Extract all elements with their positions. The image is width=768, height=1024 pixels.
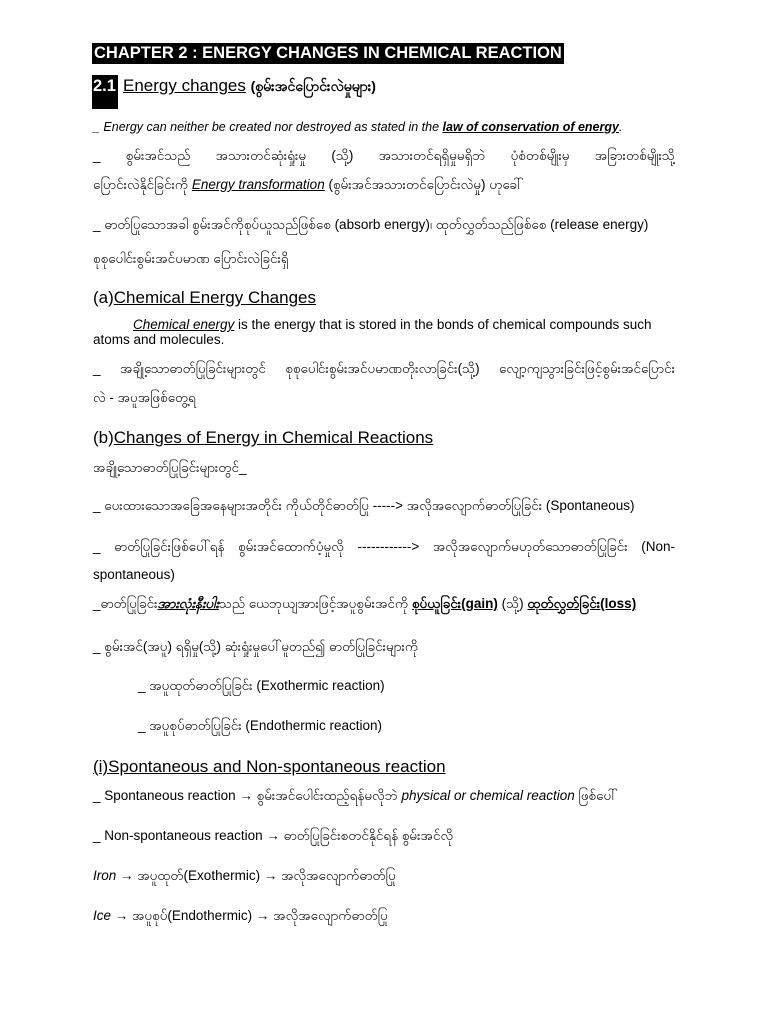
part-b-item-1: _ ပေးထားသောအခြေအနေများအတိုင်း ကိုယ်တိုင်ဓာတ်ပြု -----> အလိုအလျောက်ဓာတ်ပြုခြင်း (Spontaneous) [93,498,635,513]
intro-text: _ Energy can neither be created nor destroyed as stated in the [93,120,443,134]
part-a-definition-2: atoms and molecules. [93,332,225,347]
part-b-heading [93,427,433,449]
iron-term: Iron [93,868,117,883]
part-i-line-2: _ Non-spontaneous reaction → ဓာတ်ပြုခြင်းစတင်နိုင်ရန် စွမ်းအင်လို [93,828,454,843]
part-a-label: (a) [93,288,114,307]
part-b-lead: အချို့သောဓာတ်ပြုခြင်းများတွင်_ [93,460,247,475]
intro-line-3-b: (စွမ်းအင်အသားတင်ပြောင်းလဲမှု) ဟုခေါ် [324,177,523,192]
energy-transformation-term: Energy transformation [191,177,325,192]
part-i-line-1 [93,787,617,805]
item-3-b: သည် ယေဘုယျအားဖြင့်အပူစွမ်းအင်ကို [218,596,412,611]
part-i-line-4-rest: → အပူစုပ်(Endothermic) → အလိုအလျောက်ဓာတ်ပြု [111,908,388,923]
item-3-all: အားလုံးနီးပါး [157,596,219,611]
part-i-heading [93,756,446,778]
exothermic-item: _ အပူထုတ်ဓာတ်ပြုခြင်း (Exothermic reaction) [138,678,385,693]
part-i-line-3-rest: → အပူထုတ်(Exothermic) → အလိုအလျောက်ဓာတ်ပြု [116,868,396,883]
part-a-note-2: လဲ - အပူအဖြစ်တွေ့ရ [93,390,196,405]
part-b-title: Changes of Energy in Chemical Reactions [113,428,434,447]
endothermic-item: _ အပူစုပ်ဓာတ်ပြုခြင်း (Endothermic reaction) [138,718,382,733]
part-b-label: (b) [93,428,114,447]
intro-line-3-a: ပြောင်းလဲနိုင်ခြင်းကို [93,177,192,192]
item-3-a: _ဓာတ်ပြုခြင်း [93,596,158,611]
part-i-line-1-b: ဖြစ်ပေါ် [574,788,618,803]
item-3-gain: စုပ်ယူခြင်း(gain) [411,596,498,611]
chemical-energy-term: Chemical energy [133,317,235,332]
section-title-my: (စွမ်းအင်ပြောင်းလဲမှုများ) [250,78,376,94]
intro-period: . [618,120,623,134]
intro-line-1 [93,118,622,136]
part-b-item-4: _ စွမ်းအင်(အပူ) ရရှိမှု(သို့) ဆုံးရှုံးမှုပေါ်မူတည်၍ ဓာတ်ပြုခြင်းများကို [93,639,419,654]
part-a-heading [93,287,316,309]
part-i-line-4 [93,907,388,925]
intro-line-3 [93,176,523,194]
chapter-title: CHAPTER 2 : ENERGY CHANGES IN CHEMICAL REACTION [94,44,562,62]
part-a-note-1: _ အချို့သောဓာတ်ပြုခြင်းများတွင် စုစုပေါင်းစွမ်းအင်ပမာဏတိုးလာခြင်း(သို့) လျော့ကျသွားခြင်းဖြင့်စွမ်းအင်ပြောင်း [93,361,675,376]
intro-line-2: _ စွမ်းအင်သည် အသားတင်ဆုံးရှုံးမှု (သို့) အသားတင်ရရှိမှုမရှိဘဲ ပုံစံတစ်မျိုးမှ အခြားတစ်မျိုးသို့ [93,148,675,163]
law-of-conservation: law of conservation of energy [442,120,619,134]
section-title [123,75,376,97]
item-3-loss: ထုတ်လွှတ်ခြင်း(loss) [527,596,637,611]
part-i-title: Spontaneous and Non-spontaneous reaction [108,757,446,776]
section-number: 2.1 [92,75,118,109]
intro-line-4: _ ဓာတ်ပြုသောအခါ စွမ်းအင်ကိုစုပ်ယူသည်ဖြစ်စေ (absorb energy)၊ ထုတ်လွှတ်သည်ဖြစ်စေ (release energy) [93,217,649,232]
physical-chemical-term: physical or chemical reaction [401,788,575,803]
part-i-line-1-a: _ Spontaneous reaction → စွမ်းအင်ပေါင်းထည့်ရန်မလိုဘဲ [93,788,402,803]
item-3-c: (သို့) [497,596,528,611]
part-b-item-2b: spontaneous) [93,567,175,582]
ice-term: Ice [93,908,112,923]
part-a-def-rest: is the energy that is stored in the bonds of chemical compounds such [234,317,652,332]
intro-line-5: စုစုပေါင်းစွမ်းအင်ပမာဏ ပြောင်းလဲခြင်းရှိ [93,251,289,266]
part-i-label: (i) [93,757,109,776]
part-b-item-2: _ ဓာတ်ပြုခြင်းဖြစ်ပေါ်ရန် စွမ်းအင်ထောက်ပံ့မှုလို ------------> အလိုအလျောက်မဟုတ်သောဓာတ်ပြုခြင်း (Non- [93,539,675,554]
part-b-item-3 [93,595,636,613]
section-title-en: Energy changes [123,76,246,95]
part-i-line-3 [93,867,396,885]
part-a-title: Chemical Energy Changes [113,288,316,307]
